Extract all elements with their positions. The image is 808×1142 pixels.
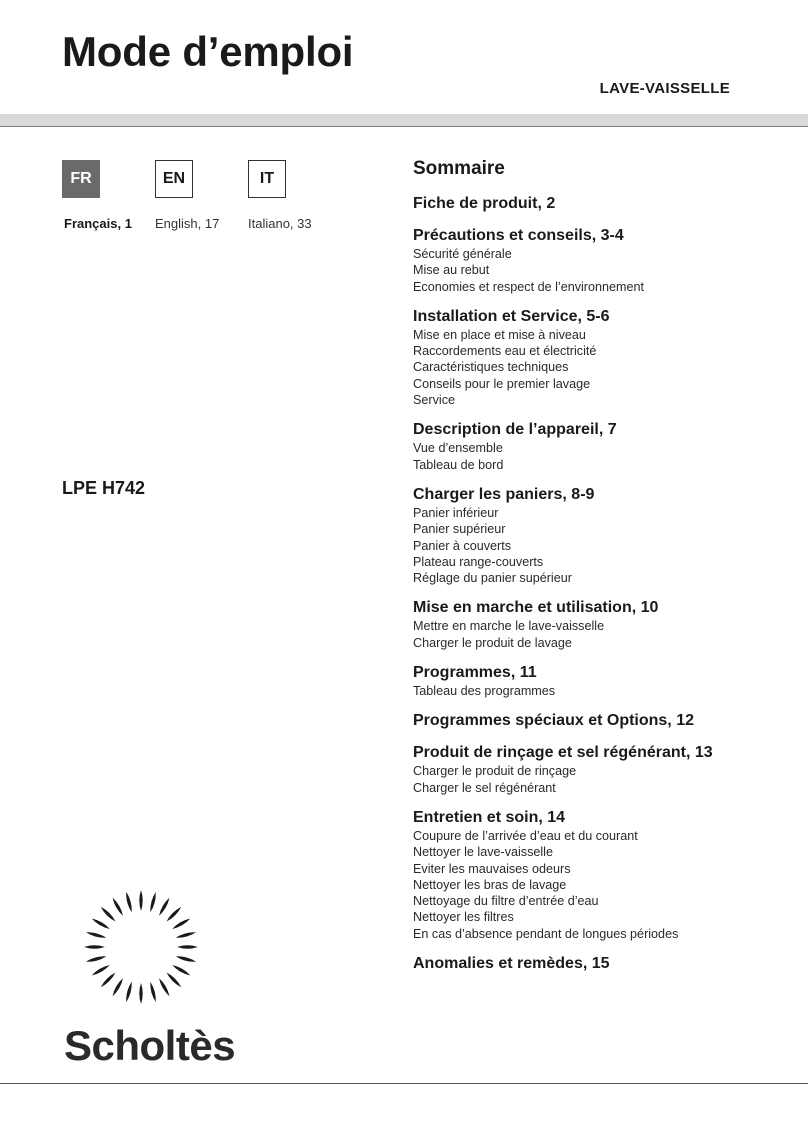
toc-heading[interactable]: Programmes, 11: [413, 664, 537, 682]
toc-heading[interactable]: Anomalies et remèdes, 15: [413, 955, 610, 973]
toc-section: [413, 663, 793, 699]
toc-subitem[interactable]: Economies et respect de l’environnement: [413, 279, 645, 294]
toc-heading[interactable]: Fiche de produit, 2: [413, 195, 556, 212]
toc-heading[interactable]: Produit de rinçage et sel régénérant, 13: [413, 744, 713, 762]
toc-subitems: [413, 505, 793, 586]
logo-ray: [159, 978, 170, 996]
toc-subitems: [413, 618, 793, 651]
footer-divider: [0, 1083, 808, 1084]
model-number: LPE H742: [62, 478, 146, 498]
toc-subitem[interactable]: Nettoyage du filtre d’entrée d’eau: [413, 894, 599, 909]
logo-ray: [92, 919, 110, 930]
toc-section: [413, 743, 793, 796]
logo-ray: [159, 898, 170, 916]
toc-heading[interactable]: Installation et Service, 5-6: [413, 307, 610, 325]
logo-ray: [113, 978, 124, 996]
logo-ray: [176, 956, 196, 962]
toc-subitem[interactable]: Caractéristiques techniques: [413, 360, 569, 375]
logo-ray: [126, 892, 132, 912]
logo-ray: [86, 956, 106, 962]
page-title: Mode d’emploi: [62, 28, 354, 75]
logo-ray: [92, 965, 110, 976]
logo-ray: [139, 890, 142, 911]
toc-subitems: [413, 327, 793, 408]
toc-subitem[interactable]: Tableau des programmes: [413, 684, 556, 699]
toc-subitem[interactable]: Mettre en marche le lave-vaisselle: [413, 619, 605, 634]
language-it-box[interactable]: IT: [248, 160, 286, 198]
toc-subitem[interactable]: Nettoyer les filtres: [413, 910, 514, 925]
toc-subitems: [413, 440, 793, 473]
header-divider: [0, 126, 808, 127]
toc-subitem[interactable]: En cas d’absence pendant de longues périodes: [413, 926, 679, 941]
toc-subitems: [413, 828, 793, 942]
logo-ray: [101, 907, 116, 922]
toc-section: [413, 226, 793, 295]
toc-subitem[interactable]: Panier à couverts: [413, 538, 512, 553]
toc-section: [413, 420, 793, 473]
logo-ray: [101, 972, 116, 987]
toc-subitem[interactable]: Vue d’ensemble: [413, 441, 503, 456]
toc-title: Sommaire: [413, 158, 505, 179]
logo-ray: [86, 932, 106, 938]
language-it-label: Italiano, 33: [248, 216, 312, 231]
toc-sections: [413, 194, 793, 974]
toc-subitem[interactable]: Charger le produit de rinçage: [413, 764, 577, 779]
toc-heading[interactable]: Description de l’appareil, 7: [413, 421, 617, 439]
toc-section: [413, 307, 793, 408]
toc-subitem[interactable]: Mise au rebut: [413, 263, 490, 278]
toc-subitem[interactable]: Panier supérieur: [413, 522, 506, 537]
logo-ray: [150, 892, 156, 912]
logo-ray: [84, 945, 105, 948]
toc-heading[interactable]: Charger les paniers, 8-9: [413, 485, 595, 503]
language-en-box[interactable]: EN: [155, 160, 193, 198]
logo-ray: [172, 965, 190, 976]
toc-section: [413, 954, 793, 974]
toc-subitem[interactable]: Charger le produit de lavage: [413, 635, 572, 650]
logo-ray: [150, 982, 156, 1002]
toc-subitems: [413, 246, 793, 295]
toc-section: [413, 485, 793, 586]
logo-ray: [139, 983, 142, 1004]
toc-heading[interactable]: Entretien et soin, 14: [413, 808, 566, 826]
toc-subitem[interactable]: Charger le sel régénérant: [413, 780, 556, 795]
toc-heading[interactable]: Mise en marche et utilisation, 10: [413, 599, 659, 617]
toc-subitems: [413, 763, 793, 796]
language-fr-box[interactable]: FR: [62, 160, 100, 198]
sun-rays-icon: [82, 888, 200, 1006]
logo-ray: [166, 972, 181, 987]
toc-subitem[interactable]: Service: [413, 393, 455, 408]
toc-subitem[interactable]: Nettoyer les bras de lavage: [413, 877, 567, 892]
language-en-label: English, 17: [155, 216, 220, 231]
toc-subitem[interactable]: Mise en place et mise à niveau: [413, 327, 586, 342]
toc-section: [413, 711, 793, 731]
logo-ray: [176, 932, 196, 938]
toc-heading[interactable]: Programmes spéciaux et Options, 12: [413, 712, 694, 730]
brand-logo: Scholtès: [64, 1022, 236, 1069]
toc-subitem[interactable]: Nettoyer le lave-vaisselle: [413, 845, 553, 860]
language-fr-label: Français, 1: [64, 216, 132, 231]
toc-subitem[interactable]: Eviter les mauvaises odeurs: [413, 861, 571, 876]
toc-subitems: [413, 683, 793, 699]
logo-ray: [126, 982, 132, 1002]
product-category: LAVE-VAISSELLE: [599, 80, 730, 97]
toc-subitem[interactable]: Conseils pour le premier lavage: [413, 376, 591, 391]
logo-ray: [113, 898, 124, 916]
toc-subitem[interactable]: Coupure de l’arrivée d’eau et du courant: [413, 828, 638, 843]
logo-ray: [166, 907, 181, 922]
toc-section: [413, 194, 793, 214]
toc-subitem[interactable]: Réglage du panier supérieur: [413, 571, 572, 586]
logo-ray: [172, 919, 190, 930]
toc-subitem[interactable]: Plateau range-couverts: [413, 554, 544, 569]
toc-subitem[interactable]: Tableau de bord: [413, 457, 504, 472]
toc-subitem[interactable]: Panier inférieur: [413, 505, 499, 520]
logo-ray: [177, 945, 198, 948]
toc-heading[interactable]: Précautions et conseils, 3-4: [413, 227, 624, 244]
toc-section: [413, 598, 793, 651]
toc-subitem[interactable]: Sécurité générale: [413, 247, 512, 261]
toc-section: [413, 808, 793, 942]
table-of-contents: [413, 157, 793, 986]
header-band: [0, 114, 808, 126]
toc-subitem[interactable]: Raccordements eau et électricité: [413, 344, 597, 359]
